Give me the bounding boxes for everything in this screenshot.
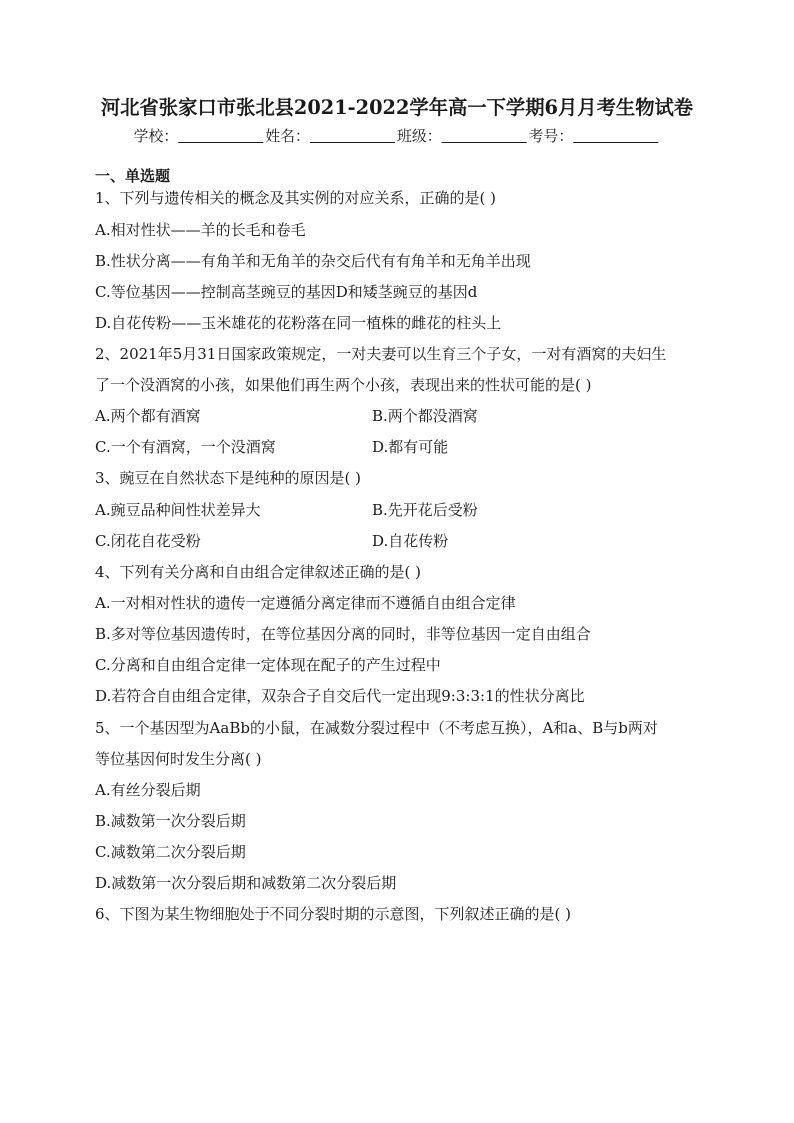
question-1-option-c: C.等位基因——控制高茎豌豆的基因D和矮茎豌豆的基因d: [95, 283, 478, 301]
question-4-option-b: B.多对等位基因遗传时，在等位基因分离的同时，非等位基因一定自由组合: [95, 625, 591, 643]
question-1-option-a: A.相对性状——羊的长毛和卷毛: [95, 221, 306, 239]
school-label: 学校：: [133, 127, 179, 145]
name-field: [265, 124, 397, 148]
school-blank[interactable]: [178, 126, 263, 143]
question-2-stem-line-1: 2、2021年5月31日国家政策规定，一对夫妻可以生育三个子女，一对有酒窝的夫妇生: [95, 345, 667, 363]
question-4-option-c: C.分离和自由组合定律一定体现在配子的产生过程中: [95, 656, 441, 674]
question-5-option-d: D.减数第一次分裂后期和减数第二次分裂后期: [95, 874, 397, 892]
question-4-option-d: D.若符合自由组合定律，双杂合子自交后代一定出现9:3:3:1的性状分离比: [95, 687, 585, 705]
question-3-option-b: B.先开花后受粉: [372, 501, 478, 519]
exam-title: 河北省张家口市张北县2021-2022学年高一下学期6月月考生物试卷: [100, 96, 694, 119]
exam-number-field: [529, 124, 661, 148]
question-2-option-b: B.两个都没酒窝: [372, 407, 478, 425]
class-blank[interactable]: [442, 126, 527, 143]
question-5-option-b: B.减数第一次分裂后期: [95, 812, 246, 830]
student-info-line: [4, 124, 790, 148]
question-3-option-c: C.闭花自花受粉: [95, 532, 201, 550]
question-2-option-a: A.两个都有酒窝: [95, 407, 201, 425]
question-5-stem-line-2: 等位基因何时发生分离( ): [95, 750, 262, 768]
name-label: 姓名：: [265, 127, 310, 145]
class-field: [397, 124, 529, 148]
question-1-option-b: B.性状分离——有角羊和无角羊的杂交后代有有角羊和无角羊出现: [95, 252, 531, 270]
question-2-option-c: C.一个有酒窝，一个没酒窝: [95, 438, 276, 456]
class-label: 班级：: [397, 127, 442, 145]
question-2-option-d: D.都有可能: [372, 438, 449, 456]
question-5-stem-line-1: 5、一个基因型为AaBb的小鼠，在减数分裂过程中（不考虑互换），A和a、B与b两对: [95, 719, 658, 737]
question-3-option-d: D.自花传粉: [372, 532, 449, 550]
exam-number-label: 考号：: [528, 127, 574, 145]
school-field: [134, 124, 266, 148]
name-blank[interactable]: [310, 126, 395, 143]
question-6-stem: 6、下图为某生物细胞处于不同分裂时期的示意图，下列叙述正确的是( ): [95, 905, 572, 923]
question-3-option-a: A.豌豆品种间性状差异大: [95, 501, 261, 519]
question-4-option-a: A.一对相对性状的遗传一定遵循分离定律而不遵循自由组合定律: [95, 594, 516, 612]
question-2-stem-line-2: 了一个没酒窝的小孩，如果他们再生两个小孩，表现出来的性状可能的是( ): [95, 376, 592, 394]
question-1-option-d: D.自花传粉——玉米雄花的花粉落在同一植株的雌花的柱头上: [95, 314, 502, 332]
exam-number-blank[interactable]: [573, 126, 658, 143]
question-1-stem: 1、下列与遗传相关的概念及其实例的对应关系，正确的是( ): [95, 189, 497, 207]
question-4-stem: 4、下列有关分离和自由组合定律叙述正确的是( ): [95, 563, 422, 581]
question-3-stem: 3、豌豆在自然状态下是纯种的原因是( ): [95, 469, 362, 487]
section-heading: 一、单选题: [95, 167, 171, 185]
question-5-option-a: A.有丝分裂后期: [95, 781, 201, 799]
question-5-option-c: C.减数第二次分裂后期: [95, 843, 246, 861]
